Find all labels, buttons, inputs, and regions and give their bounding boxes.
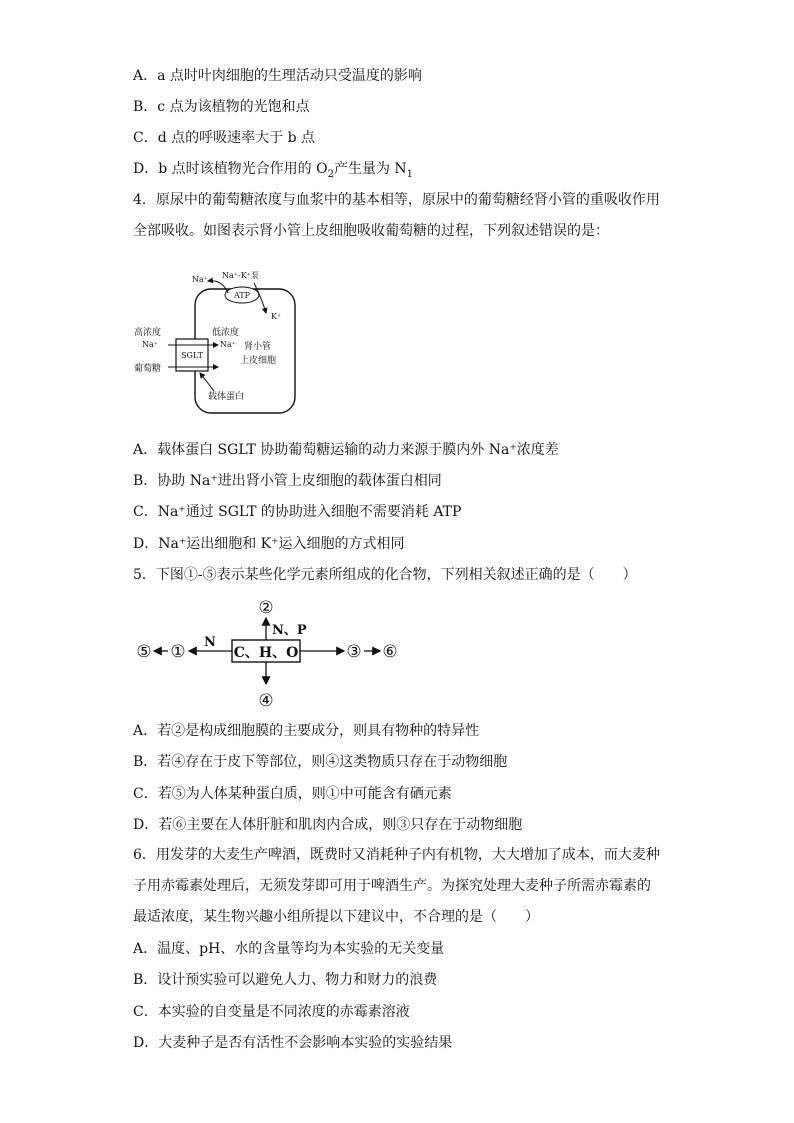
np-label: N、P — [272, 623, 307, 638]
q4-option-b: B．协助 Na⁺进出肾小管上皮细胞的载体蛋白相同 — [133, 473, 442, 489]
q3-option-d-mid: 产生量为 N — [333, 161, 407, 177]
sglt-label: SGLT — [181, 351, 203, 360]
q4-option-d: D．Na⁺运出细胞和 K⁺运入细胞的方式相同 — [133, 536, 405, 552]
carrier-pointer — [200, 373, 214, 391]
node-1: ① — [170, 642, 186, 662]
node-6: ⑥ — [382, 642, 398, 662]
q4-stem: 4．原尿中的葡萄糖浓度与血浆中的基本相等，原尿中的葡萄糖经肾小管的重吸收作用全部吸收。如图表示肾小管上皮细胞吸收葡萄糖的过程，下列叙述错误的是： — [133, 192, 660, 239]
node-5: ⑤ — [136, 642, 152, 662]
high-conc-label: 高浓度 — [134, 328, 162, 338]
q3-option-d — [133, 160, 413, 184]
kidney-cell-diagram — [128, 265, 308, 417]
pump-label: Na⁺-K⁺泵 — [222, 271, 259, 280]
center-label: C、H、O — [233, 645, 299, 661]
q5-option-b: B．若④存在于皮下等部位，则④这类物质只存在于动物细胞 — [133, 754, 508, 770]
carrier-label: 载体蛋白 — [208, 392, 245, 402]
low-conc-label: 低浓度 — [212, 328, 240, 338]
cell-label-1: 肾小管 — [244, 342, 272, 352]
q6-option-a: A．温度、pH、水的含量等均为本实验的无关变量 — [133, 941, 445, 957]
q6-stem: 6．用发芽的大麦生产啤酒，既费时又消耗种子内有机物，大大增加了成本，而大麦种子用赤霉素处理后，无须发芽即可用于啤酒生产。为探究处理大麦种子所需赤霉素的最适浓度，某生物兴趣小组所提以下建议中，不合理的是（ ） — [133, 847, 660, 925]
q6-option-c: C．本实验的自变量是不同浓度的赤霉素溶液 — [133, 1004, 410, 1020]
q6-option-b: B．设计预实验可以避免人力、物力和财力的浪费 — [133, 972, 438, 988]
cell-label-2: 上皮细胞 — [240, 356, 277, 366]
na-top-label: Na⁺ — [192, 275, 208, 284]
q5-option-a: A．若②是构成细胞膜的主要成分，则具有物种的特异性 — [133, 723, 480, 739]
q3-option-d-prefix: D．b 点时该植物光合作用的 O — [133, 161, 328, 177]
q3-option-b: B．c 点为该植物的光饱和点 — [133, 99, 310, 115]
glucose-label: 葡萄糖 — [134, 364, 162, 374]
node-2: ② — [258, 598, 274, 618]
q5-option-d: D．若⑥主要在人体肝脏和肌肉内合成，则③只存在于动物细胞 — [133, 817, 523, 833]
q6-option-d: D．大麦种子是否有活性不会影响本实验的实验结果 — [133, 1035, 453, 1051]
q3-option-d-sub2: 1 — [406, 168, 414, 180]
q3-option-d-sub: 2 — [327, 168, 334, 180]
compound-diagram — [132, 594, 412, 712]
n-label: N — [204, 635, 216, 650]
q4-option-a: A．载体蛋白 SGLT 协助葡萄糖运输的动力来源于膜内外 Na⁺浓度差 — [133, 442, 559, 458]
k-label: K⁺ — [271, 312, 282, 321]
na-right-label: Na⁺ — [220, 340, 236, 349]
q5-stem: 5．下图①-⑤表示某些化学元素所组成的化合物，下列相关叙述正确的是（ ） — [133, 567, 637, 583]
na-out-arrow — [208, 281, 228, 293]
q5-option-c: C．若⑤为人体某种蛋白质，则①中可能含有硒元素 — [133, 786, 452, 802]
node-3: ③ — [346, 642, 362, 662]
atp-label: ATP — [233, 291, 251, 300]
q3-option-c: C．d 点的呼吸速率大于 b 点 — [133, 130, 315, 146]
node-4: ④ — [258, 691, 274, 711]
q4-option-c: C．Na⁺通过 SGLT 的协助进入细胞不需要消耗 ATP — [133, 504, 462, 520]
q3-option-a: A．a 点时叶肉细胞的生理活动只受温度的影响 — [133, 68, 422, 84]
na-left-label: Na⁺ — [142, 340, 158, 349]
